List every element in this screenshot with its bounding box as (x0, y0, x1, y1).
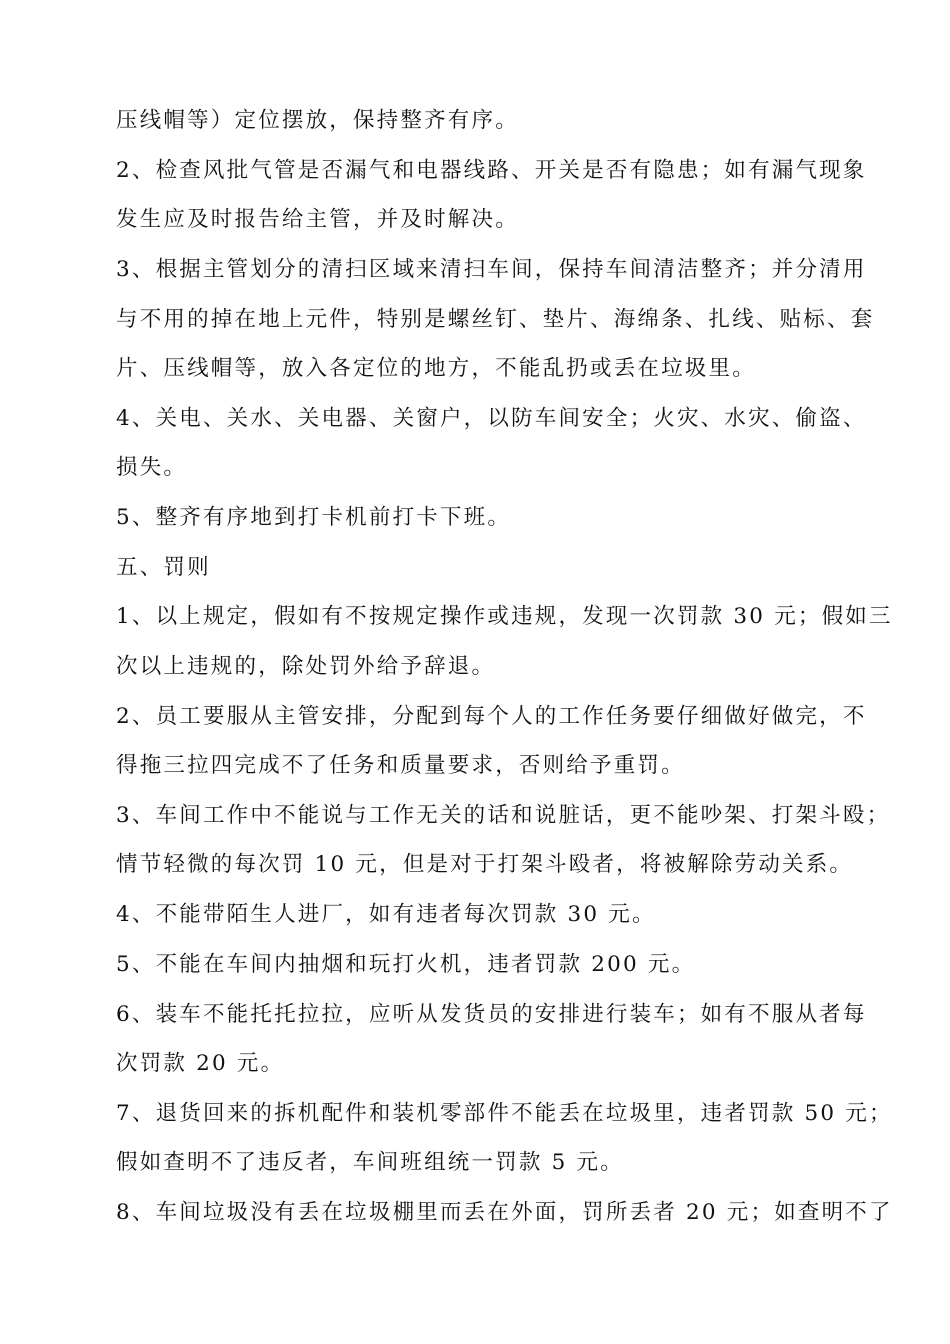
text-line: 压线帽等）定位摆放，保持整齐有序。 (116, 108, 519, 133)
text-line: 2、检查风批气管是否漏气和电器线路、开关是否有隐患；如有漏气现象 (116, 158, 867, 183)
text-line: 得拖三拉四完成不了任务和质量要求，否则给予重罚。 (116, 753, 685, 778)
text-line: 次罚款 20 元。 (116, 1051, 285, 1076)
text-line: 发生应及时报告给主管，并及时解决。 (116, 207, 519, 232)
text-line: 4、不能带陌生人进厂，如有违者每次罚款 30 元。 (116, 902, 656, 927)
text-line: 4、关电、关水、关电器、关窗户，以防车间安全；火灾、水灾、偷盗、 (116, 406, 867, 431)
text-line: 6、装车不能托托拉拉，应听从发货员的安排进行装车；如有不服从者每 (116, 1002, 867, 1027)
text-line: 3、车间工作中不能说与工作无关的话和说脏话，更不能吵架、打架斗殴； (116, 803, 891, 828)
text-line: 与不用的掉在地上元件，特别是螺丝钉、垫片、海绵条、扎线、贴标、套 (116, 307, 875, 332)
text-line: 次以上违规的，除处罚外给予辞退。 (116, 654, 496, 679)
text-line: 5、整齐有序地到打卡机前打卡下班。 (116, 505, 512, 530)
text-line: 片、压线帽等，放入各定位的地方，不能乱扔或丢在垃圾里。 (116, 356, 756, 381)
section-heading: 五、罚则 (116, 555, 211, 580)
text-line: 假如查明不了违反者，车间班组统一罚款 5 元。 (116, 1150, 624, 1175)
text-line: 3、根据主管划分的清扫区域来清扫车间，保持车间清洁整齐；并分清用 (116, 257, 867, 282)
text-line: 损失。 (116, 455, 188, 480)
text-line: 1、以上规定，假如有不按规定操作或违规，发现一次罚款 30 元；假如三 (116, 604, 893, 629)
text-line: 8、车间垃圾没有丢在垃圾棚里而丢在外面，罚所丢者 20 元；如查明不了 (116, 1200, 893, 1225)
text-line: 5、不能在车间内抽烟和玩打火机，违者罚款 200 元。 (116, 952, 696, 977)
text-line: 7、退货回来的拆机配件和装机零部件不能丢在垃圾里，违者罚款 50 元； (116, 1101, 893, 1126)
text-line: 2、员工要服从主管安排，分配到每个人的工作任务要仔细做好做完，不 (116, 704, 867, 729)
text-line: 情节轻微的每次罚 10 元，但是对于打架斗殴者，将被解除劳动关系。 (116, 852, 854, 877)
